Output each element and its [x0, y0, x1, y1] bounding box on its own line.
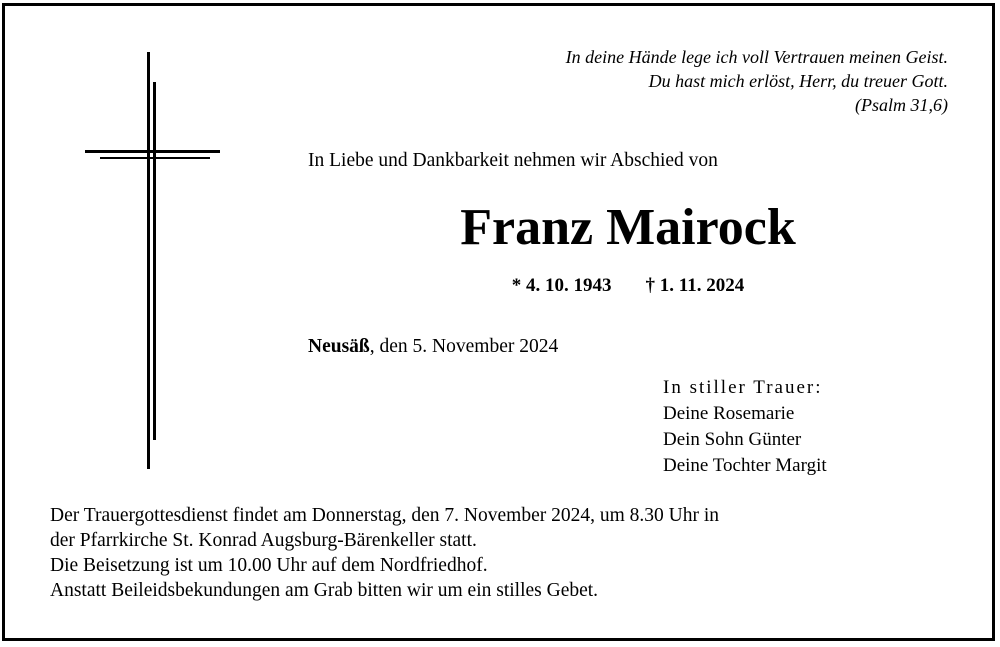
place-town: Neusäß — [308, 336, 370, 357]
place-and-date — [308, 336, 558, 358]
mourners-block — [663, 375, 827, 479]
quote-line-1: In deine Hände lege ich voll Vertrauen meinen Geist. — [565, 47, 948, 67]
farewell-intro: In Liebe und Dankbarkeit nehmen wir Abschied von — [308, 150, 718, 171]
bible-quote — [566, 45, 948, 117]
notice-line: Der Trauergottesdienst findet am Donnerstag, den 7. November 2024, um 8.30 Uhr in — [50, 505, 720, 526]
birth-date: * 4. 10. 1943 — [511, 275, 612, 296]
notice-line: der Pfarrkirche St. Konrad Augsburg-Bärenkeller statt. — [50, 530, 477, 551]
place-date: , den 5. November 2024 — [369, 336, 559, 357]
quote-source: (Psalm 31,6) — [855, 95, 948, 115]
mourner-name: Deine Tochter Margit — [663, 455, 827, 476]
mourner-name: Dein Sohn Günter — [663, 429, 802, 450]
notice-line: Die Beisetzung ist um 10.00 Uhr auf dem Nordfriedhof. — [50, 555, 488, 576]
life-dates — [308, 275, 948, 297]
deceased-name: Franz Mairock — [460, 199, 796, 256]
quote-line-2: Du hast mich erlöst, Herr, du treuer Gott. — [648, 71, 948, 91]
cross-icon — [0, 0, 260, 480]
death-date: † 1. 11. 2024 — [645, 275, 745, 296]
service-notice — [50, 503, 719, 603]
mourner-name: Deine Rosemarie — [663, 403, 795, 424]
mourners-heading: In stiller Trauer: — [663, 377, 823, 398]
notice-line: Anstatt Beileidsbekundungen am Grab bitten wir um ein stilles Gebet. — [50, 580, 599, 601]
